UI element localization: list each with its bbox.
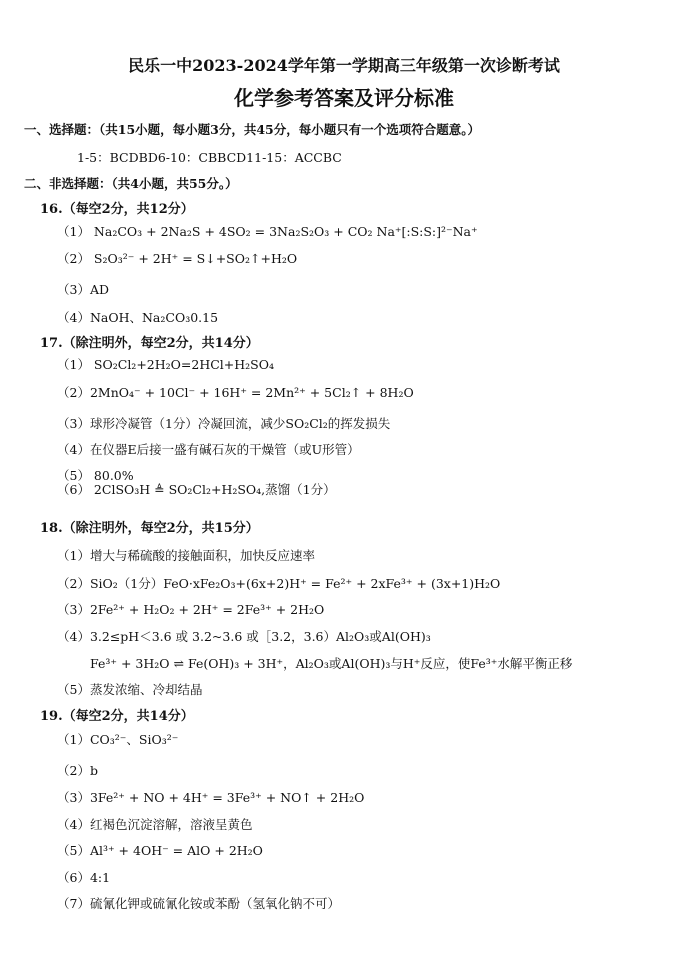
q19-answer-1: （1）CO₃²⁻、SiO₃²⁻ [57,732,179,747]
q17-heading: 17.（除注明外，每空2分，共14分） [40,336,259,351]
q17-answer-6: （6） 2ClSO₃H ≜ SO₂Cl₂+H₂SO₄,蒸馏（1分） [57,482,336,497]
q17-answer-5: （5） 80.0% [57,468,134,483]
q19-answer-2: （2）b [57,763,98,778]
q17-answer-1: （1） SO₂Cl₂+2H₂O=2HCl+H₂SO₄ [57,357,275,372]
document-title: 民乐一中2023-2024学年第一学期高三年级第一次诊断考试 [128,56,560,75]
q19-answer-3: （3）3Fe²⁺ + NO + 4H⁺ = 3Fe³⁺ + NO↑ + 2H₂O [57,790,365,805]
q19-answer-5: （5）Al³⁺ + 4OH⁻ = AlO + 2H₂O [57,843,263,858]
q18-answer-5: （5）蒸发浓缩、冷却结晶 [57,682,203,697]
q18-answer-4: （4）3.2≤pH＜3.6 或 3.2~3.6 或［3.2，3.6）Al₂O₃或Al(OH)₃ [57,629,431,644]
q16-answer-3: （3）AD [57,282,110,297]
q17-answer-4: （4）在仪器E后接一盛有碱石灰的干燥管（或U形管） [57,442,360,457]
q16-heading: 16.（每空2分，共12分） [40,202,194,217]
q16-answer-1: （1） Na₂CO₃ + 2Na₂S + 4SO₂ = 3Na₂S₂O₃ + CO₂ Na⁺[:S:S:]²⁻Na⁺ [57,224,478,239]
q19-heading: 19.（每空2分，共14分） [40,709,194,724]
q18-answer-3: （3）2Fe²⁺ + H₂O₂ + 2H⁺ = 2Fe³⁺ + 2H₂O [57,602,325,617]
q18-answer-2: （2）SiO₂（1分）FeO·xFe₂O₃+(6x+2)H⁺ = Fe²⁺ + 2xFe³⁺ + (3x+1)H₂O [57,576,501,591]
q18-heading: 18.（除注明外，每空2分，共15分） [40,521,259,536]
document-subtitle: 化学参考答案及评分标准 [234,86,454,110]
q19-answer-6: （6）4:1 [57,870,111,885]
q19-answer-4: （4）红褐色沉淀溶解，溶液呈黄色 [57,817,253,832]
section2-heading: 二、非选择题：（共4小题，共55分。） [24,176,238,191]
section1-answers: 1-5：BCDBD6-10：CBBCD11-15：ACCBC [77,150,342,165]
q16-answer-2: （2） S₂O₃²⁻ + 2H⁺ = S↓+SO₂↑+H₂O [57,251,298,266]
q18-answer-1: （1）增大与稀硫酸的接触面积，加快反应速率 [57,548,315,563]
q17-answer-2: （2）2MnO₄⁻ + 10Cl⁻ + 16H⁺ = 2Mn²⁺ + 5Cl₂↑ + 8H₂O [57,385,414,400]
q18-answer-4-continued: Fe³⁺ + 3H₂O ⇌ Fe(OH)₃ + 3H⁺，Al₂O₃或Al(OH)₃与H⁺反应，使Fe³⁺水解平衡正移 [90,656,573,671]
q17-answer-3: （3）球形冷凝管（1分）冷凝回流，减少SO₂Cl₂的挥发损失 [57,416,391,431]
q16-answer-4: （4）NaOH、Na₂CO₃0.15 [57,310,219,325]
q19-answer-7: （7）硫氰化钾或硫氰化铵或苯酚（氢氧化钠不可） [57,896,340,911]
section1-heading: 一、选择题：（共15小题，每小题3分，共45分，每小题只有一个选项符合题意。） [24,122,480,137]
